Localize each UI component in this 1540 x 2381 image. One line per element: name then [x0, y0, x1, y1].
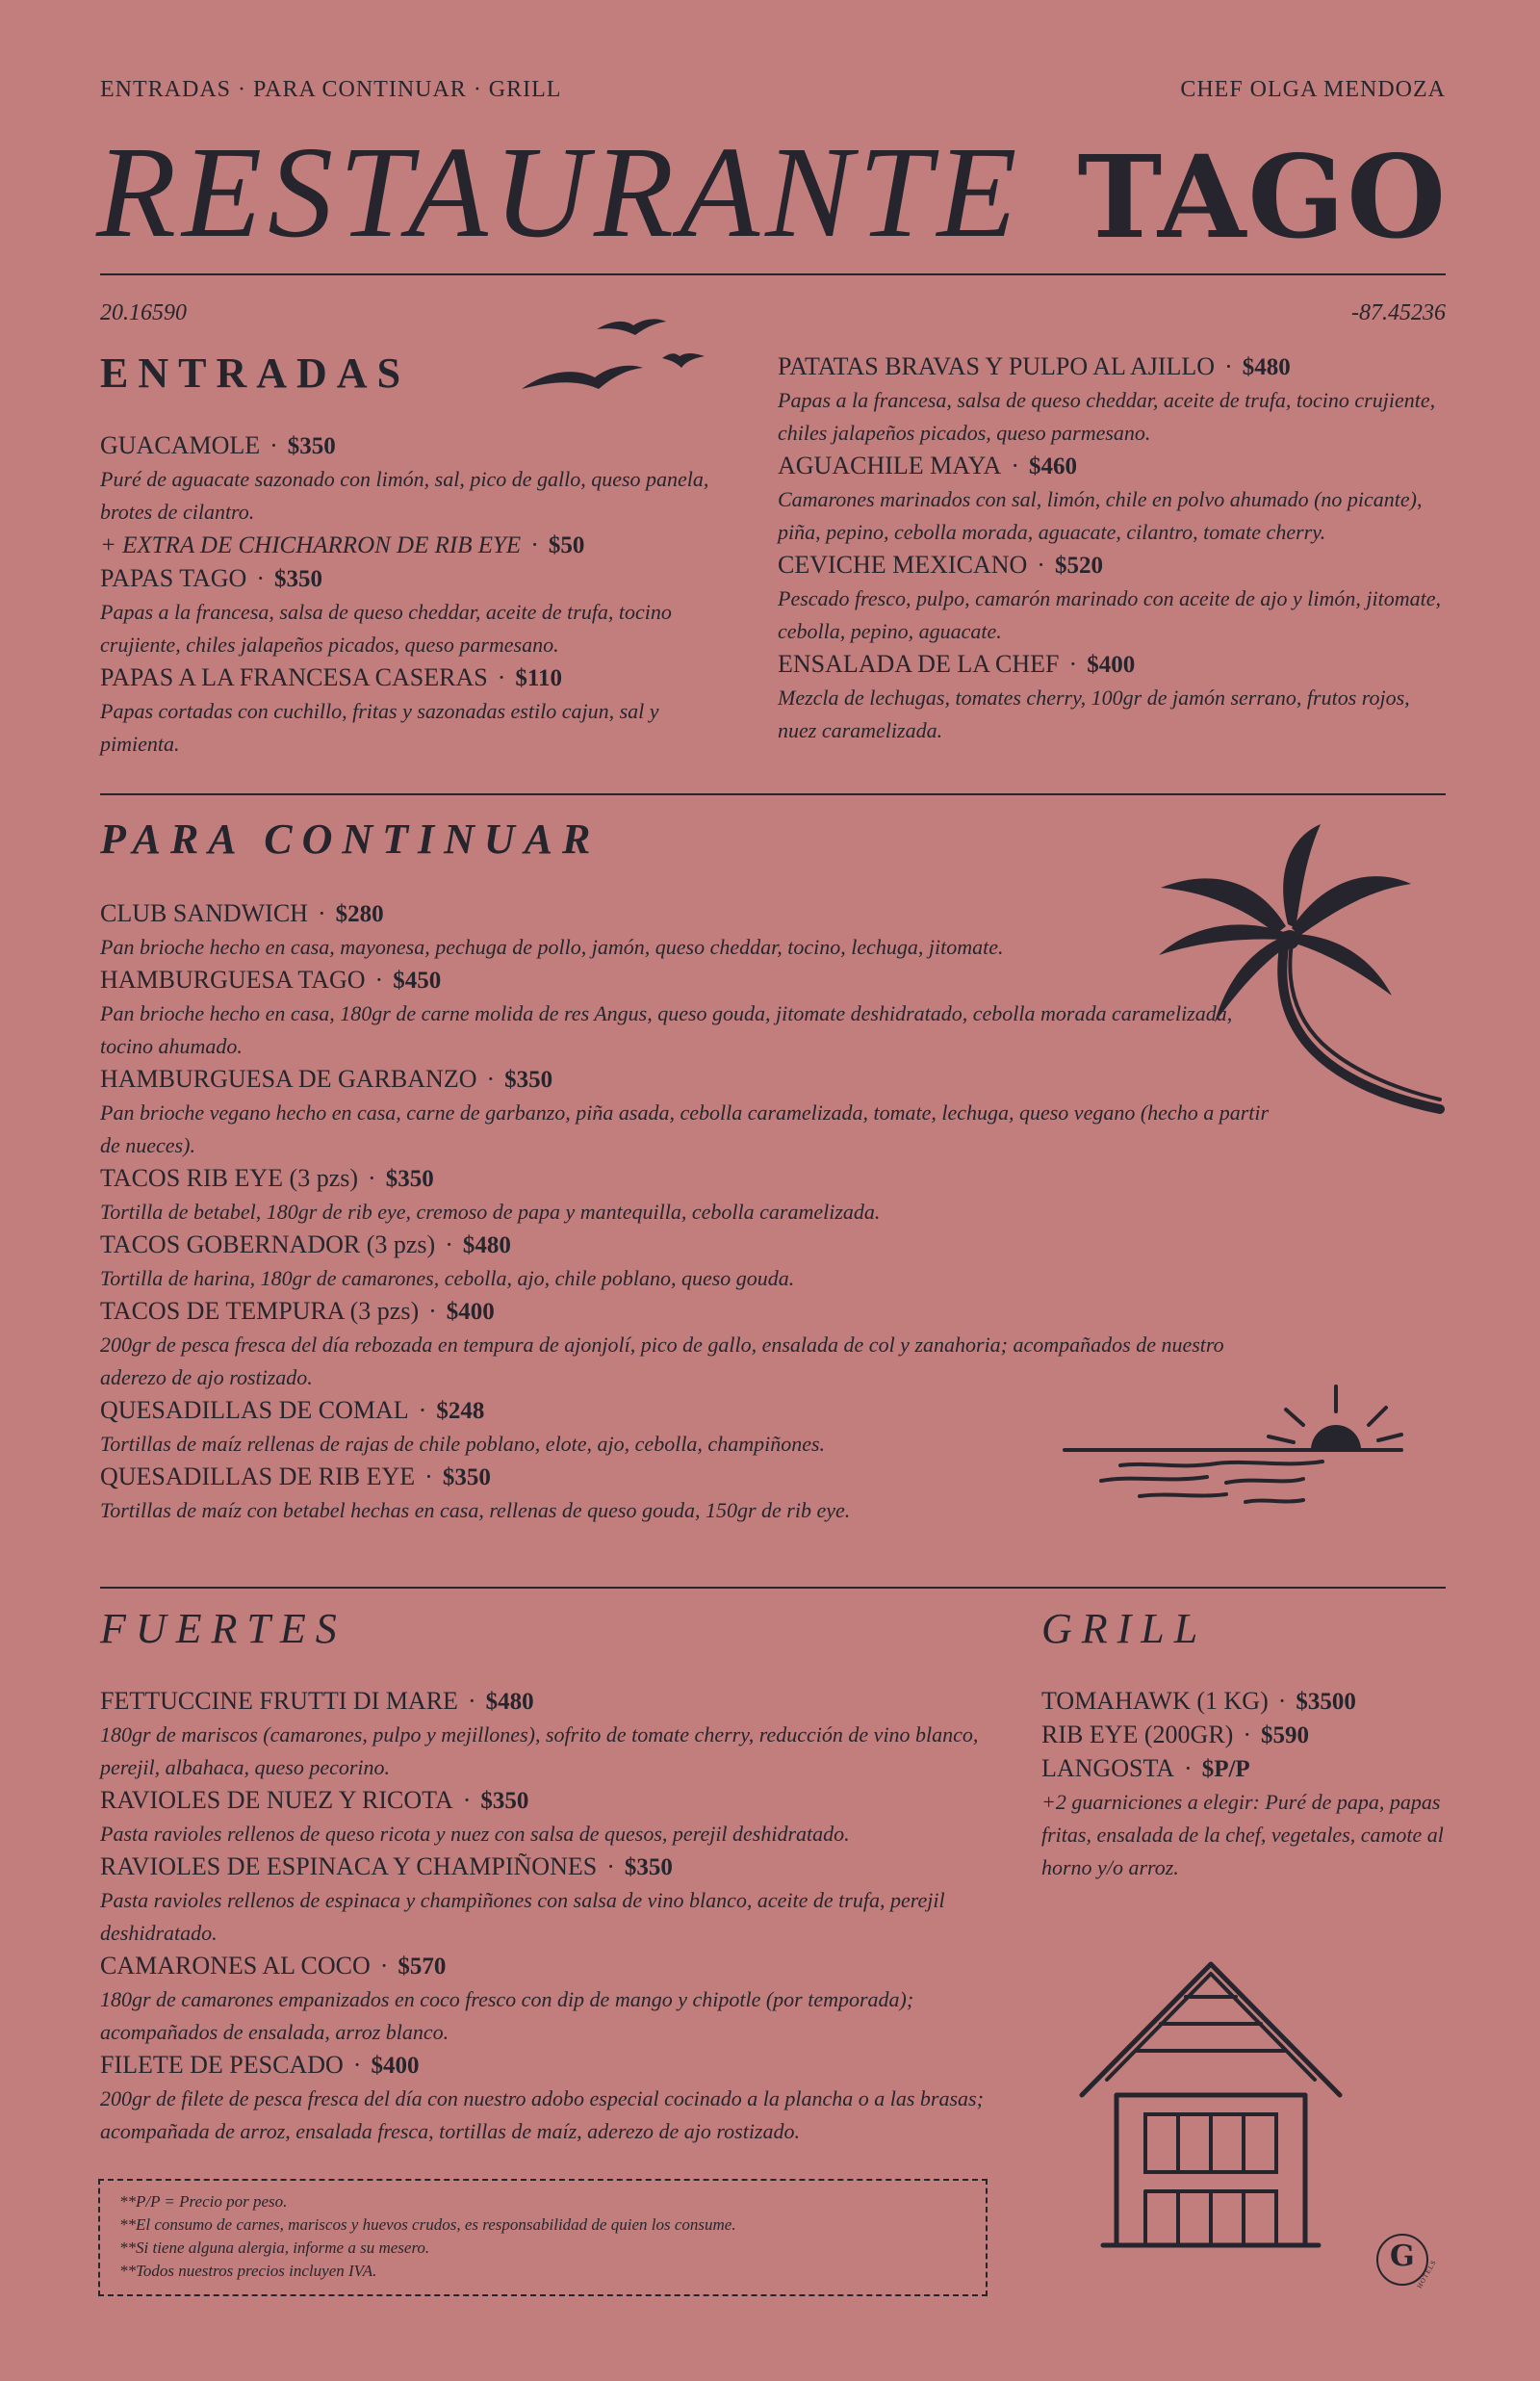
menu-item	[100, 1229, 1284, 1295]
item-price: $480	[462, 1232, 511, 1258]
extra-price: $50	[548, 532, 585, 558]
item-description: 180gr de camarones empanizados en coco fresco con dip de mango y chipotle (por temporada); acompañados de ensalada, arroz blanco.	[100, 1987, 914, 2044]
item-description: Papas a la francesa, salsa de queso cheddar, aceite de trufa, tocino crujiente, chiles jalapeños picados, queso parmesano.	[778, 388, 1436, 445]
item-price: $280	[335, 901, 384, 927]
header-divider	[100, 273, 1446, 275]
item-price: $350	[287, 433, 336, 459]
item-price: $350	[624, 1854, 673, 1880]
menu-notes-box	[98, 2179, 988, 2296]
item-price: $460	[1029, 453, 1077, 479]
item-name: FILETE DE PESCADO	[100, 2051, 344, 2079]
menu-item	[100, 1685, 995, 1784]
item-description: 180gr de mariscos (camarones, pulpo y mejillones), sofrito de tomate cherry, reducción de vino blanco, perejil, albahaca, queso pecorino.	[100, 1722, 979, 1779]
separator-dot: ·	[424, 1462, 433, 1490]
separator-dot: ·	[368, 1164, 376, 1192]
separator-dot: ·	[467, 1687, 476, 1715]
entradas-divider	[100, 793, 1446, 795]
item-price: $400	[1087, 652, 1136, 678]
separator-dot: ·	[1243, 1721, 1251, 1748]
restaurant-title-bold: TAGO	[1077, 130, 1448, 264]
item-name: QUESADILLAS DE COMAL	[100, 1396, 409, 1424]
latitude: 20.16590	[100, 300, 187, 325]
item-price: $110	[515, 665, 563, 691]
item-name: PATATAS BRAVAS Y PULPO AL AJILLO	[778, 352, 1216, 380]
menu-item	[100, 562, 716, 661]
item-description: Mezcla de lechugas, tomates cherry, 100gr de jamón serrano, frutos rojos, nuez caramelizada.	[778, 686, 1410, 742]
menu-item	[100, 1295, 1284, 1394]
item-name: CAMARONES AL COCO	[100, 1952, 371, 1980]
section-title-grill: GRILL	[1041, 1605, 1208, 1652]
item-name: TACOS RIB EYE (3 pzs)	[100, 1164, 359, 1192]
separator-dot: ·	[530, 531, 539, 558]
menu-item	[1041, 1719, 1446, 1752]
sunset-icon	[1063, 1383, 1405, 1510]
item-description: Papas a la francesa, salsa de queso cheddar, aceite de trufa, tocino crujiente, chiles jalapeños picados, queso parmesano.	[100, 600, 672, 657]
separator-dot: ·	[606, 1852, 615, 1880]
item-name: PAPAS TAGO	[100, 564, 247, 592]
section-title-fuertes: FUERTES	[100, 1605, 346, 1652]
item-name: CEVICHE MEXICANO	[778, 551, 1028, 579]
item-price: $248	[436, 1398, 485, 1424]
menu-item	[100, 964, 1284, 1063]
separator-dot: ·	[317, 899, 326, 927]
item-description: Camarones marinados con sal, limón, chile en polvo ahumado (no picante), piña, pepino, cebolla morada, aguacate, cilantro, tomate cherry.	[778, 487, 1423, 544]
restaurant-title-script: RESTAURANTE	[96, 120, 1023, 265]
item-name: HAMBURGUESA DE GARBANZO	[100, 1065, 477, 1093]
g-hotels-logo	[1374, 2232, 1439, 2290]
grill-list	[1041, 1685, 1446, 1884]
section-title-entradas: ENTRADAS	[100, 349, 411, 397]
item-price: $350	[385, 1166, 434, 1192]
birds-icon	[520, 314, 712, 399]
item-price: $P/P	[1201, 1756, 1250, 1782]
item-description: 200gr de filete de pesca fresca del día con nuestro adobo especial cocinado a la plancha o a las brasas; acompañada de arroz, ensalada fresca, tortillas de maíz, aderezo de ajo rostizado.	[100, 2086, 984, 2143]
separator-dot: ·	[1037, 551, 1045, 579]
menu-item	[1041, 1752, 1446, 1786]
item-price: $480	[1242, 354, 1291, 380]
menu-item	[100, 1784, 995, 1850]
item-price: $350	[274, 566, 322, 592]
separator-dot: ·	[1184, 1754, 1193, 1782]
longitude: -87.45236	[1351, 300, 1446, 325]
menu-item	[778, 450, 1451, 549]
item-name: FETTUCCINE FRUTTI DI MARE	[100, 1687, 458, 1715]
item-price: $450	[393, 968, 442, 994]
separator-dot: ·	[486, 1065, 496, 1093]
separator-dot: ·	[379, 1952, 389, 1980]
menu-item	[1041, 1685, 1446, 1719]
menu-item	[778, 350, 1451, 450]
item-name: RIB EYE (200GR)	[1041, 1721, 1234, 1748]
menu-item	[778, 549, 1451, 648]
menu-item	[100, 897, 1284, 964]
item-price: $3500	[1296, 1689, 1356, 1715]
item-description: Tortillas de maíz rellenas de rajas de chile poblano, elote, ajo, cebolla, champiñones.	[100, 1432, 826, 1456]
menu-item	[778, 648, 1451, 747]
item-price: $400	[446, 1299, 495, 1325]
item-price: $350	[504, 1067, 553, 1093]
section-title-para-continuar: PARA CONTINUAR	[100, 815, 601, 863]
palm-tree-icon	[1151, 820, 1451, 1121]
fuertes-list	[100, 1685, 995, 2148]
item-name: CLUB SANDWICH	[100, 899, 308, 927]
item-price: $520	[1054, 553, 1103, 579]
logo-word: HOTELS	[1415, 2258, 1439, 2290]
note-line: **Si tiene alguna alergia, informe a su mesero.	[119, 2239, 430, 2257]
item-description: Tortilla de harina, 180gr de camarones, cebolla, ajo, chile poblano, queso gouda.	[100, 1266, 795, 1290]
item-name: TACOS DE TEMPURA (3 pzs)	[100, 1297, 420, 1325]
item-description: Pasta ravioles rellenos de espinaca y champiñones con salsa de vino blanco, aceite de trufa, perejil deshidratado.	[100, 1888, 945, 1945]
item-price: $570	[398, 1954, 447, 1980]
separator-dot: ·	[497, 663, 506, 691]
item-price: $350	[442, 1464, 491, 1490]
separator-dot: ·	[1068, 650, 1078, 678]
logo-letter: G	[1390, 2239, 1415, 2273]
separator-dot: ·	[418, 1396, 427, 1424]
item-name: ENSALADA DE LA CHEF	[778, 650, 1060, 678]
item-description: Pan brioche hecho en casa, mayonesa, pechuga de pollo, jamón, queso cheddar, tocino, lechuga, jitomate.	[100, 935, 1004, 959]
item-description: Pan brioche hecho en casa, 180gr de carne molida de res Angus, queso gouda, jitomate deshidratado, cebolla morada caramelizada, tocino ahumado.	[100, 1001, 1233, 1058]
item-description: Pan brioche vegano hecho en casa, carne de garbanzo, piña asada, cebolla caramelizada, tomate, lechuga, queso vegano (hecho a partir de nueces).	[100, 1100, 1270, 1157]
beach-hut-icon	[1078, 1960, 1344, 2249]
separator-dot: ·	[352, 2051, 362, 2079]
item-description: Tortilla de betabel, 180gr de rib eye, cremoso de papa y mantequilla, cebolla caramelizada.	[100, 1200, 881, 1224]
menu-item	[100, 2049, 995, 2148]
entradas-right-column	[778, 350, 1451, 747]
menu-item	[100, 1162, 1284, 1229]
item-price: $590	[1261, 1722, 1309, 1748]
menu-item	[100, 429, 716, 529]
entradas-left-column	[100, 429, 716, 761]
menu-item	[100, 1850, 995, 1950]
note-line: **P/P = Precio por peso.	[119, 2192, 288, 2211]
item-description: 200gr de pesca fresca del día rebozada en tempura de ajonjolí, pico de gallo, ensalada de col y zanahoria; acompañados de nuestro aderezo de ajo rostizado.	[100, 1333, 1224, 1389]
item-price: $480	[485, 1689, 534, 1715]
menu-item	[100, 1063, 1284, 1162]
item-name: RAVIOLES DE ESPINACA Y CHAMPIÑONES	[100, 1852, 598, 1880]
item-name: TOMAHAWK (1 KG)	[1041, 1687, 1269, 1715]
item-name: PAPAS A LA FRANCESA CASERAS	[100, 663, 488, 691]
grill-sides-description: +2 guarniciones a elegir: Puré de papa, papas fritas, ensalada de la chef, vegetales, camote al horno y/o arroz.	[1041, 1790, 1444, 1879]
item-name: AGUACHILE MAYA	[778, 452, 1002, 479]
separator-dot: ·	[374, 966, 384, 994]
para-continuar-divider	[100, 1587, 1446, 1589]
item-description: Pescado fresco, pulpo, camarón marinado con aceite de ajo y limón, jitomate, cebolla, pepino, aguacate.	[778, 586, 1442, 643]
separator-dot: ·	[462, 1786, 472, 1814]
separator-dot: ·	[1011, 452, 1019, 479]
separator-dot: ·	[1277, 1687, 1287, 1715]
note-line: **El consumo de carnes, mariscos y huevos crudos, es responsabilidad de quien los consume.	[119, 2215, 736, 2234]
separator-dot: ·	[270, 431, 278, 459]
item-price: $350	[480, 1788, 529, 1814]
item-name: LANGOSTA	[1041, 1754, 1175, 1782]
item-price: $400	[371, 2053, 420, 2079]
item-description: Tortillas de maíz con betabel hechas en casa, rellenas de queso gouda, 150gr de rib eye.	[100, 1498, 851, 1522]
item-description: Pasta ravioles rellenos de queso ricota y nuez con salsa de quesos, perejil deshidratado.	[100, 1822, 850, 1846]
note-line: **Todos nuestros precios incluyen IVA.	[119, 2262, 377, 2280]
extra-name: + EXTRA DE CHICHARRON DE RIB EYE	[100, 532, 522, 558]
item-description: Papas cortadas con cuchillo, fritas y sazonadas estilo cajun, sal y pimienta.	[100, 699, 659, 756]
extra-item	[100, 529, 716, 562]
item-name: GUACAMOLE	[100, 431, 261, 459]
chef-name: CHEF OLGA MENDOZA	[1180, 77, 1446, 102]
top-nav: ENTRADAS · PARA CONTINUAR · GRILL	[100, 77, 562, 102]
separator-dot: ·	[1224, 352, 1233, 380]
item-description: Puré de aguacate sazonado con limón, sal, pico de gallo, queso panela, brotes de cilantro.	[100, 467, 709, 524]
item-name: HAMBURGUESA TAGO	[100, 966, 366, 994]
menu-item	[100, 1950, 995, 2049]
item-name: TACOS GOBERNADOR (3 pzs)	[100, 1230, 436, 1258]
menu-item	[100, 661, 716, 761]
separator-dot: ·	[445, 1230, 453, 1258]
separator-dot: ·	[428, 1297, 437, 1325]
separator-dot: ·	[256, 564, 265, 592]
item-name: RAVIOLES DE NUEZ Y RICOTA	[100, 1786, 453, 1814]
item-name: QUESADILLAS DE RIB EYE	[100, 1462, 416, 1490]
